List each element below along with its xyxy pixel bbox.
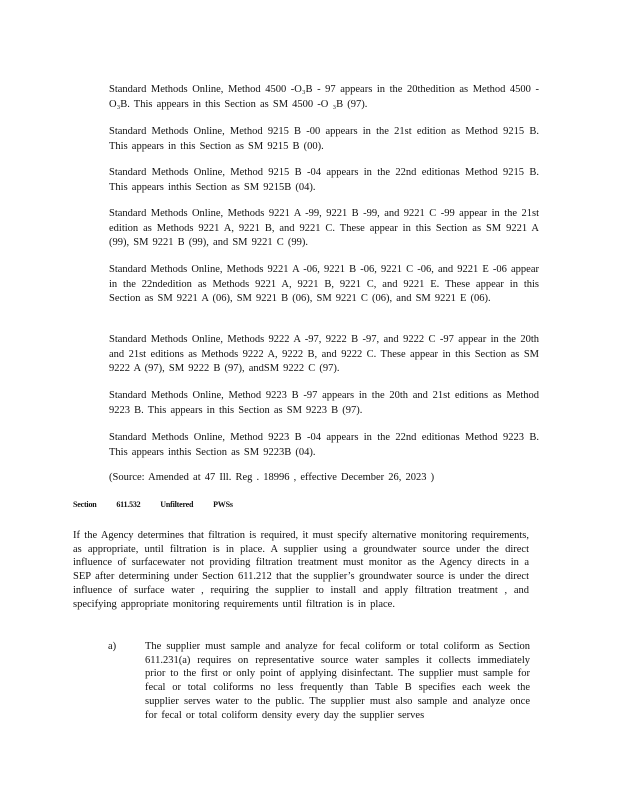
subsection-a-text: The supplier must sample and analyze for fecal coliform or total coliform as Section 611.231(a) requires on representative source water samples it collects immediately prior to the first or only point of applying disinfectant. The supplier must sample for fecal or total coliforms no less frequently than Table B specifies each week the supplier serves water to the public. The supplier must also sample and analyze once for fecal or total coliform density every day the supplier serves	[145, 641, 530, 721]
method-note-9215b-04: Standard Methods Online, Method 9215 B -04 appears in the 22nd editionas Method 9215 B. This appears inthis Section as SM 9215B (04).	[109, 167, 539, 193]
section-title-word-2: PWSs	[213, 500, 233, 509]
method-note-9223b-04: Standard Methods Online, Method 9223 B -04 appears in the 22nd editionas Method 9223 B. This appears inthis Section as SM 9223B (04).	[109, 432, 539, 458]
method-note-9223b-97: Standard Methods Online, Method 9223 B -97 appears in the 20th and 21st editions as Method 9223 B. This appears in this Section as SM 9223 B (97).	[109, 390, 539, 416]
source-note: (Source: Amended at 47 Ill. Reg . 18996 , effective December 26, 2023 )	[109, 472, 435, 483]
section-title-word-1: Unfiltered	[160, 500, 194, 509]
section-heading	[73, 500, 251, 509]
method-note-9215b-00: Standard Methods Online, Method 9215 B -00 appears in the 21st edition as Method 9215 B. This appears in this Section as SM 9215 B (00).	[109, 126, 539, 152]
section-label: Section	[73, 500, 97, 509]
method-note-4500-o3b-97: Standard Methods Online, Method 4500 -O₃B - 97 appears in the 20thedition as Method 4500 -O₃B. This appears in this Section as SM 4500 -O ₃B (97).	[109, 84, 539, 110]
section-intro-paragraph: If the Agency determines that filtration is required, it must specify alternative monitoring requirements, as appropriate, until filtration is in place. A supplier using a groundwater source under the direct influence of surfacewater not providing filtration treatment must monitor as the Agency directs in a SEP after determining under Section 611.212 that the supplier’s groundwater source is under the direct influence of surface water , requiring the supplier to install and apply filtration treatment , and specifying appropriate monitoring requirements until filtration is in place.	[73, 530, 529, 610]
method-note-9221-06: Standard Methods Online, Methods 9221 A -06, 9221 B -06, 9221 C -06, and 9221 E -06 appear in the 22ndedition as Methods 9221 A, 9221 B, 9221 C, and 9221 E. These appear in this Section as SM 9221 A (06), SM 9221 B (06), SM 9221 C (06), and SM 9221 E (06).	[109, 264, 539, 304]
section-number: 611.532	[116, 500, 141, 509]
method-note-9221-99: Standard Methods Online, Methods 9221 A -99, 9221 B -99, and 9221 C -99 appear in the 21st edition as Methods 9221 A, 9221 B, and 9221 C. These appear in this Section as SM 9221 A (99), SM 9221 B (99), and SM 9221 C (99).	[109, 208, 539, 248]
method-note-9222-97: Standard Methods Online, Methods 9222 A -97, 9222 B -97, and 9222 C -97 appear in the 20th and 21st editions as Methods 9222 A, 9222 B, and 9222 C. These appear in this Section as SM 9222 A (97), SM 9222 B (97), andSM 9222 C (97).	[109, 334, 539, 374]
subsection-marker-a: a)	[108, 641, 117, 652]
